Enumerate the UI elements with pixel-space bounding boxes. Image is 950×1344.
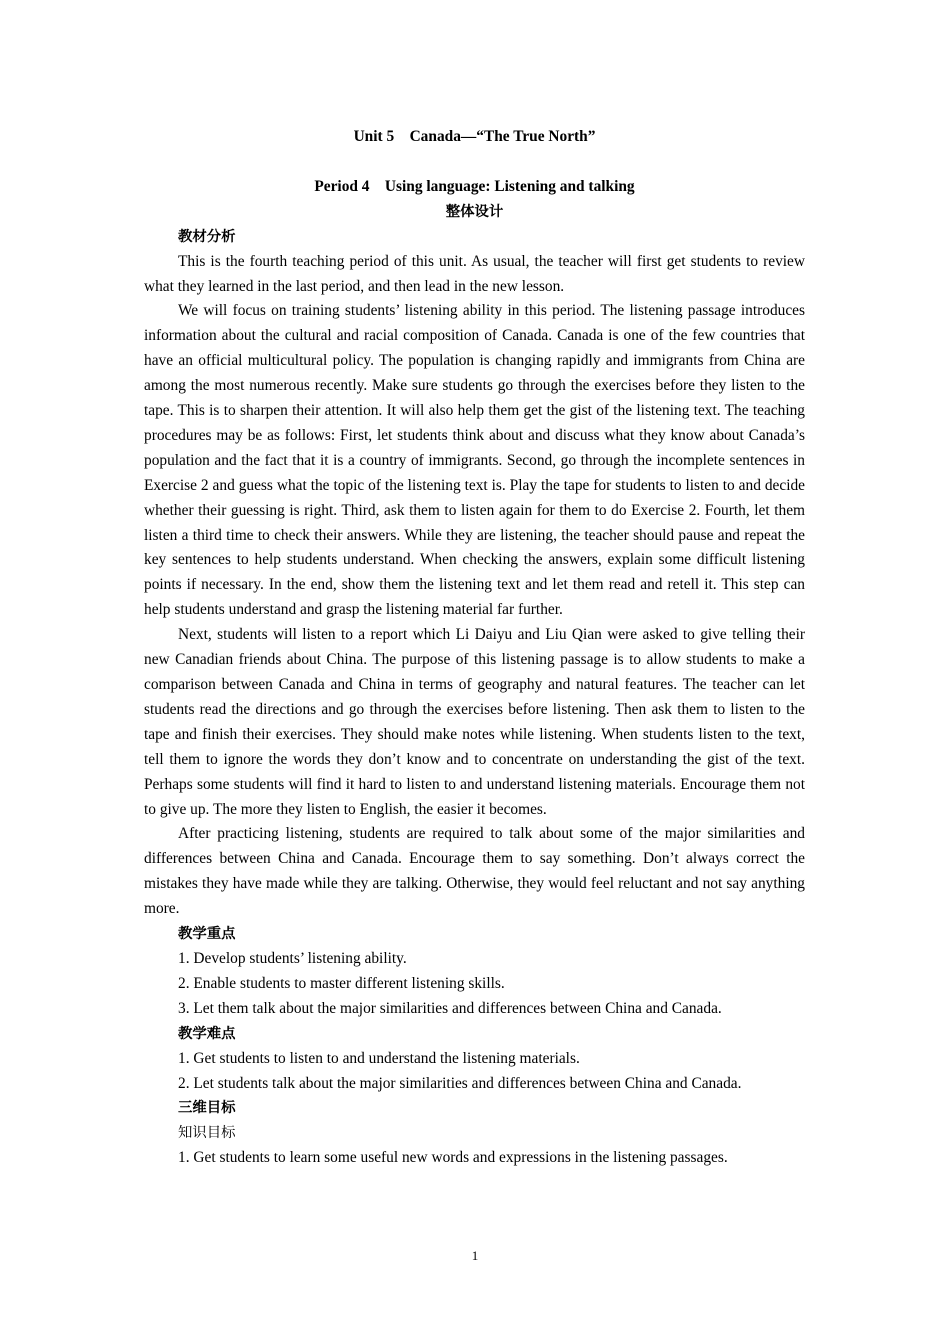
analysis-heading: 教材分析 bbox=[178, 228, 236, 245]
analysis-paragraph-2: We will focus on training students’ listening ability in this period. The listening passage introduces information about the cultural and racial composition of Canada. Canada is one of the few countries that have an official multicultural policy. The population is changing rapidly and immigrants from China are among the most numerous recently. Make sure students go through the exercises before they listen to the tape. This is to sharpen their attention. It will also help them get the gist of the listening text. The teaching procedures may be as follows: First, let students think about and discuss what they know about Canada’s population and the fact that it is a country of immigrants. Second, go through the incomplete sentences in Exercise 2 and guess what the topic of the listening text is. Play the tape for students to listen to and decide whether their guessing is right. Third, ask them to listen again for them to do Exercise 2. Fourth, let them listen a third time to check their answers. While they are listening, the teacher should pause and repeat the key sentences to help students understand. When checking the answers, explain some difficult listening points if necessary. In the end, show them the listening text and let them read and retell it. This step can help students understand and grasp the listening material far further. bbox=[144, 302, 805, 619]
analysis-paragraph-3: Next, students will listen to a report which Li Daiyu and Liu Qian were asked to give telling their new Canadian friends about China. The purpose of this listening passage is to allow students to make a comparison between Canada and China in terms of geography and natural features. The teacher can let students read the directions and go through the exercises before listening. Then ask them to listen to the tape and finish their exercises. They should make notes while listening. When students listen to the text, tell them to ignore the words they don’t know and to concentrate on understanding the gist of the text. Perhaps some students will find it hard to listen to and understand listening materials. Encourage them not to give up. The more they listen to English, the easier it becomes. bbox=[144, 626, 805, 818]
design-heading: 整体设计 bbox=[445, 203, 504, 220]
page-number: 1 bbox=[471, 1248, 479, 1263]
period-title: Period 4 Using language: Listening and talking bbox=[314, 177, 635, 195]
analysis-paragraph-4: After practicing listening, students are required to talk about some of the major similarities and differences between China and Canada. Encourage them to say something. Don’t always correct the mistakes they have made while they are talking. Otherwise, they would feel reluctant and not say anything more. bbox=[144, 825, 805, 918]
difficulties-heading: 教学难点 bbox=[178, 1025, 236, 1042]
difficulty-item: 2. Let students talk about the major similarities and differences between China and Canada. bbox=[178, 1074, 742, 1092]
knowledge-objectives-subheading: 知识目标 bbox=[178, 1125, 236, 1142]
content-column bbox=[144, 125, 805, 1171]
unit-title: Unit 5 Canada—“The True North” bbox=[353, 128, 596, 145]
key-point-item: 2. Enable students to master different listening skills. bbox=[178, 974, 505, 992]
analysis-paragraph-1: This is the fourth teaching period of this unit. As usual, the teacher will first get students to review what they learned in the last period, and then lead in the new lesson. bbox=[144, 252, 805, 295]
key-point-item: 1. Develop students’ listening ability. bbox=[178, 949, 407, 967]
objectives-heading: 三维目标 bbox=[178, 1100, 236, 1117]
objective-item: 1. Get students to learn some useful new words and expressions in the listening passages. bbox=[178, 1149, 728, 1167]
key-point-item: 3. Let them talk about the major similarities and differences between China and Canada. bbox=[178, 999, 722, 1017]
difficulty-item: 1. Get students to listen to and understand the listening materials. bbox=[178, 1049, 580, 1067]
key-points-heading: 教学重点 bbox=[178, 926, 236, 943]
